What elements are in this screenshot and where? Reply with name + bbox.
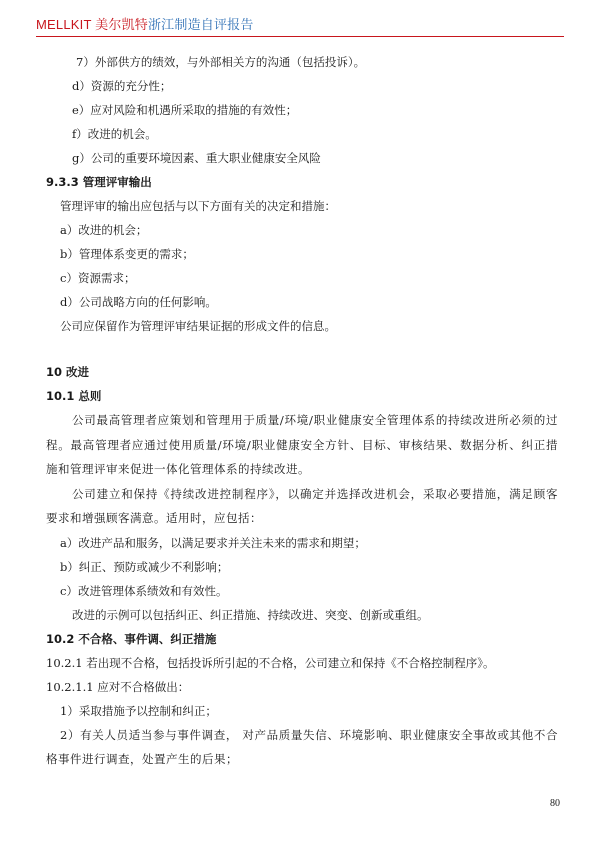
list-item: f）改进的机会。	[72, 127, 157, 141]
chapter-heading: 10 改进	[46, 365, 90, 379]
list-item: c）改进管理体系绩效和有效性。	[60, 583, 228, 598]
section-heading: 9.3.3 管理评审输出	[46, 175, 152, 189]
list-item: g）公司的重要环境因素、重大职业健康安全风险	[72, 151, 321, 165]
list-item: e）应对风险和机遇所采取的措施的有效性；	[72, 103, 298, 117]
page-number: 80	[550, 798, 560, 809]
document-body	[46, 50, 558, 772]
section-heading: 10.2 不合格、事件调、纠正措施	[46, 631, 217, 646]
list-item: d）资源的充分性；	[72, 79, 172, 93]
list-item: 7）外部供方的绩效，与外部相关方的沟通（包括投诉）。	[76, 55, 366, 69]
list-item: d）公司战略方向的任何影响。	[60, 295, 217, 309]
list-item: a）改进产品和服务，以满足要求并关注未来的需求和期望；	[60, 535, 366, 550]
brand-logo	[36, 17, 254, 32]
page-header	[36, 14, 564, 37]
paragraph: 公司建立和保持《持续改进控制程序》，以确定并选择改进机会，采取必要措施，满足顾客要求和增强顾客满意。适用时，应包括：	[46, 486, 558, 525]
paragraph: 公司应保留作为管理评审结果证据的形成文件的信息。	[60, 319, 336, 333]
list-item: c）资源需求；	[60, 271, 136, 285]
list-item: a）改进的机会；	[60, 223, 148, 237]
section-heading: 10.1 总则	[46, 389, 102, 403]
paragraph: 10.2.1.1 应对不合格做出：	[46, 679, 190, 694]
paragraph: 公司最高管理者应策划和管理用于质量/环境/职业健康安全管理体系的持续改进所必须的过程。最高管理者应通过使用质量/环境/职业健康安全方针、目标、审核结果、数据分析、纠正措施和管理评审来促进一体化管理体系的持续改进。	[46, 413, 558, 476]
list-item: 1）采取措施予以控制和纠正；	[60, 703, 217, 718]
brand-cn: 美尔凯特	[95, 18, 148, 33]
list-item: 2）有关人员适当参与事件调查， 对产品质量失信、环境影响、职业健康安全事故或其他不合格事件进行调查，处置产生的后果；	[46, 727, 558, 766]
paragraph: 管理评审的输出应包括与以下方面有关的决定和措施：	[60, 199, 336, 213]
report-title: 浙江制造自评报告	[147, 18, 254, 33]
paragraph: 改进的示例可以包括纠正、纠正措施、持续改进、突变、创新或重组。	[72, 607, 429, 622]
list-item: b）纠正、预防或减少不利影响；	[60, 559, 229, 574]
paragraph: 10.2.1 若出现不合格，包括投诉所引起的不合格，公司建立和保持《不合格控制程序》。	[46, 655, 495, 670]
brand-latin: MELLKIT	[36, 17, 92, 32]
list-item: b）管理体系变更的需求；	[60, 247, 194, 261]
